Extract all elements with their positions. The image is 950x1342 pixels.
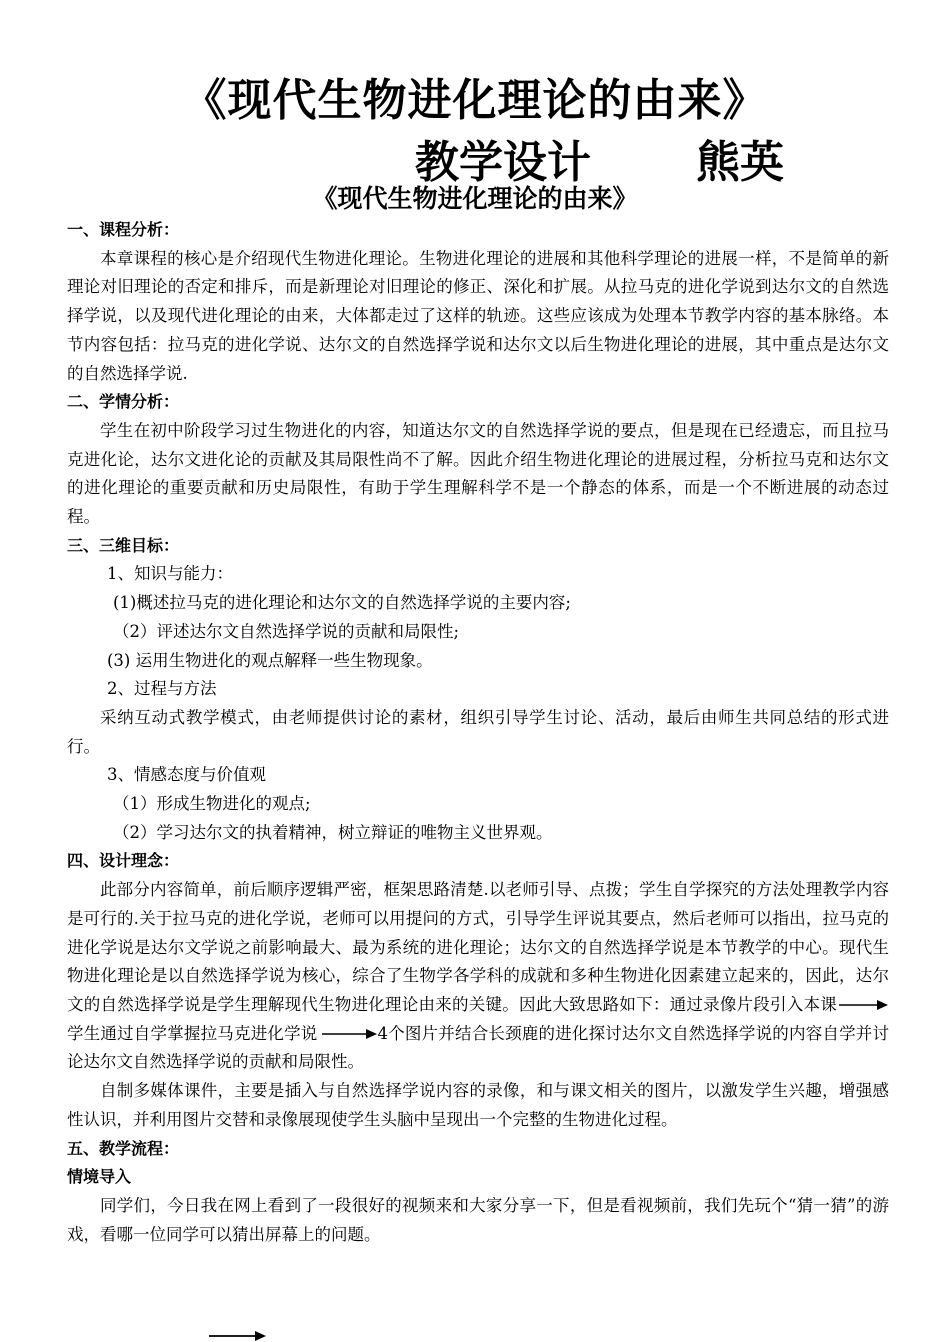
heading-design-concept: 四、设计理念：	[67, 851, 180, 871]
design-text-c: 4个图片并结合长颈鹿的进化探讨达尔文自然选择学说的内容自学并讨论达尔文自然选择学说的贡献和局限性。	[67, 1023, 889, 1072]
document-title: 《现代生物进化理论的由来》	[182, 75, 768, 126]
arrow-right-icon	[837, 999, 889, 1011]
arrow-right-icon	[207, 1331, 267, 1342]
goal-knowledge-item: （2）评述达尔文自然选择学说的贡献和局限性;	[113, 621, 460, 641]
goal-process-title: 2、过程与方法	[107, 679, 217, 699]
goal-emotion-item: （2）学习达尔文的执着精神，树立辩证的唯物主义世界观。	[113, 822, 553, 842]
subheading-scene-intro: 情境导入	[67, 1167, 132, 1187]
goal-knowledge-item: (3) 运用生物进化的观点解释一些生物现象。	[107, 650, 433, 670]
heading-course-analysis: 一、课程分析：	[67, 220, 180, 239]
paragraph-multimedia: 自制多媒体课件，主要是插入与自然选择学说内容的录像，和与课文相关的图片，以激发学生兴趣，增强感性认识，并利用图片交替和录像展现使学生头脑中呈现出一个完整的生物进化过程。	[67, 1081, 889, 1129]
design-text-a: 此部分内容简单，前后顺序逻辑严密，框架思路清楚.以老师引导、点拨；学生自学探究的方法处理教学内容是可行的.关于拉马克的进化学说，老师可以用提问的方式，引导学生评说其要点，然后老师可以指出，拉马克的进化学说是达尔文学说之前影响最大、最为系统的进化理论；达尔文的自然选择学说是本节教学的中心。现代生物进化理论是以自然选择学说为核心，综合了生物学各学科的成就和多种生物进化因素建立起来的，因此，达尔文的自然选择学说是学生理解现代生物进化理论由来的关键。因此大致思路如下：通过录像片段引入本课	[67, 880, 889, 1014]
goal-emotion-item: （1）形成生物进化的观点;	[113, 794, 311, 814]
arrow-right-icon	[318, 1028, 378, 1040]
subtitle-label: 教学设计	[415, 137, 591, 188]
author-name: 熊英	[696, 137, 784, 188]
heading-goals: 三、三维目标：	[67, 535, 180, 555]
goal-knowledge-title: 1、知识与能力：	[107, 564, 233, 584]
section-title: 《现代生物进化理论的由来》	[312, 184, 638, 213]
document-body	[67, 216, 889, 1249]
paragraph-course-analysis: 本章课程的核心是介绍现代生物进化理论。生物进化理论的进展和其他科学理论的进展一样，不是简单的新理论对旧理论的否定和排斥，而是新理论对旧理论的修正、深化和扩展。从拉马克的进化学说到达尔文的自然选择学说，以及现代进化理论的由来，大体都走过了这样的轨迹。这些应该成为处理本节教学内容的基本脉络。本节内容包括：拉马克的进化学说、达尔文的自然选择学说和达尔文以后生物进化理论的进展，其中重点是达尔文的自然选择学说.	[67, 248, 889, 383]
goal-emotion-title: 3、情感态度与价值观	[107, 765, 266, 785]
paragraph-student-analysis: 学生在初中阶段学习过生物进化的内容，知道达尔文的自然选择学说的要点，但是现在已经遗忘，而且拉马克进化论，达尔文进化论的贡献及其局限性尚不了解。因此介绍生物进化理论的进展过程，分析拉马克和达尔文的进化理论的重要贡献和历史局限性，有助于学生理解科学不是一个静态的体系，而是一个不断进展的动态过程。	[67, 420, 889, 527]
paragraph-scene-intro: 同学们，今日我在网上看到了一段很好的视频来和大家分享一下，但是看视频前，我们先玩个“猜一猜”的游戏，看哪一位同学可以猜出屏幕上的问题。	[67, 1195, 889, 1244]
goal-knowledge-item: (1)概述拉马克的进化理论和达尔文的自然选择学说的主要内容;	[113, 593, 571, 613]
goal-process-text: 采纳互动式教学模式，由老师提供讨论的素材，组织引导学生讨论、活动，最后由师生共同总结的形式进行。	[67, 707, 889, 756]
design-text-b: 学生通过自学掌握拉马克进化学说	[67, 1023, 318, 1043]
paragraph-design-concept	[67, 876, 889, 1077]
heading-student-analysis: 二、学情分析：	[67, 392, 180, 412]
heading-teaching-flow: 五、教学流程：	[67, 1138, 180, 1158]
